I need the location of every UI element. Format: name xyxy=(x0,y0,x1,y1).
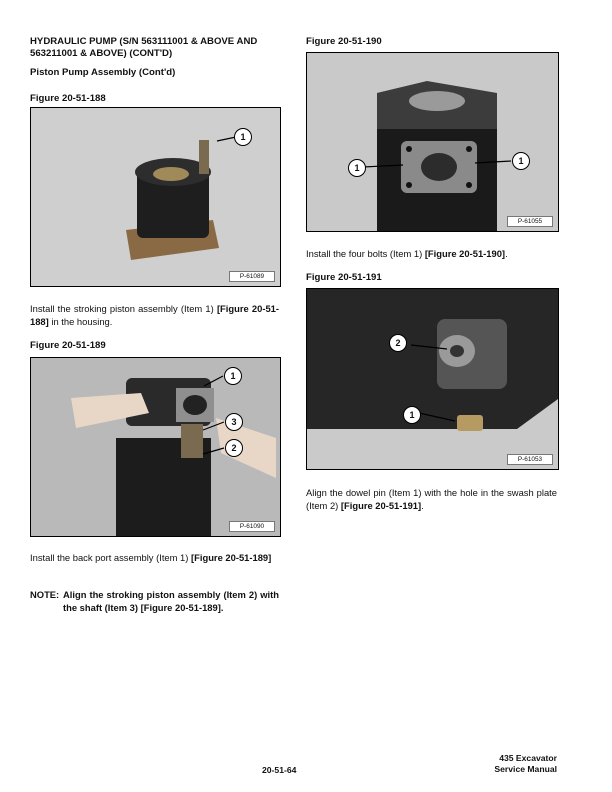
paragraph-back-port xyxy=(30,551,279,564)
figure-190-callout-1-left: 1 xyxy=(348,159,366,177)
figure-189-callout-2: 2 xyxy=(225,439,243,457)
note-label: NOTE: xyxy=(30,589,60,600)
paragraph-dowel-pin xyxy=(306,486,557,512)
paragraph-3-figure-ref: [Figure 20-51-190] xyxy=(424,248,506,259)
paragraph-1-figure-ref: [Figure 20-51-188] xyxy=(30,303,279,327)
page-number: 20-51-64 xyxy=(262,765,297,775)
figure-190-illustration xyxy=(307,53,558,231)
manual-name: Service Manual xyxy=(494,764,557,774)
paragraph-4-text-b: . xyxy=(421,500,424,511)
figure-191-illustration xyxy=(307,289,558,469)
paragraph-2-figure-ref: [Figure 20-51-189] xyxy=(191,552,272,563)
figure-189-photo xyxy=(30,357,281,537)
paragraph-4-text-a: Align the dowel pin (Item 1) with the hole in the swash plate (Item 2) xyxy=(306,487,557,511)
section-title-line-1: HYDRAULIC PUMP (S/N 563111001 & ABOVE AND xyxy=(30,36,258,47)
paragraph-3-text-a: Install the four bolts (Item 1) xyxy=(306,248,425,259)
note-text: Align the stroking piston assembly (Item 2) with the shaft (Item 3) [Figure 20-51-189]. xyxy=(63,589,279,613)
figure-190-callout-1-right: 1 xyxy=(512,152,530,170)
model-name: 435 Excavator xyxy=(499,753,557,763)
figure-191-code: P-61053 xyxy=(507,454,553,465)
paragraph-stroking-piston xyxy=(30,302,279,328)
paragraph-four-bolts xyxy=(306,247,557,260)
figure-189-callout-3: 3 xyxy=(225,413,243,431)
figure-190-code: P-61055 xyxy=(507,216,553,227)
paragraph-2-text-a: Install the back port assembly (Item 1) xyxy=(30,552,192,563)
section-title xyxy=(30,36,290,59)
paragraph-1-text-b: in the housing. xyxy=(48,316,113,327)
figure-191-callout-2: 2 xyxy=(389,334,407,352)
paragraph-3-text-b: . xyxy=(505,248,508,259)
figure-190-photo xyxy=(306,52,559,232)
figure-189-callout-1: 1 xyxy=(224,367,242,385)
figure-189-code: P-61090 xyxy=(229,521,275,532)
figure-190-caption: Figure 20-51-190 xyxy=(306,36,382,47)
subsection-title: Piston Pump Assembly (Cont'd) xyxy=(30,67,176,78)
figure-188-callout-1: 1 xyxy=(234,128,252,146)
figure-191-photo xyxy=(306,288,559,470)
figure-191-callout-1: 1 xyxy=(403,406,421,424)
figure-191-caption: Figure 20-51-191 xyxy=(306,272,382,283)
paragraph-1-text-a: Install the stroking piston assembly (Item 1) xyxy=(30,303,217,314)
figure-188-code: P-61089 xyxy=(229,271,275,282)
section-title-line-2: 563211001 & ABOVE) (CONT'D) xyxy=(30,47,173,59)
paragraph-4-figure-ref: [Figure 20-51-191] xyxy=(340,500,422,511)
figure-188-photo xyxy=(30,107,281,287)
figure-189-caption: Figure 20-51-189 xyxy=(30,340,106,351)
note xyxy=(30,588,279,614)
manual-identifier xyxy=(470,753,557,775)
figure-188-caption: Figure 20-51-188 xyxy=(30,93,106,104)
